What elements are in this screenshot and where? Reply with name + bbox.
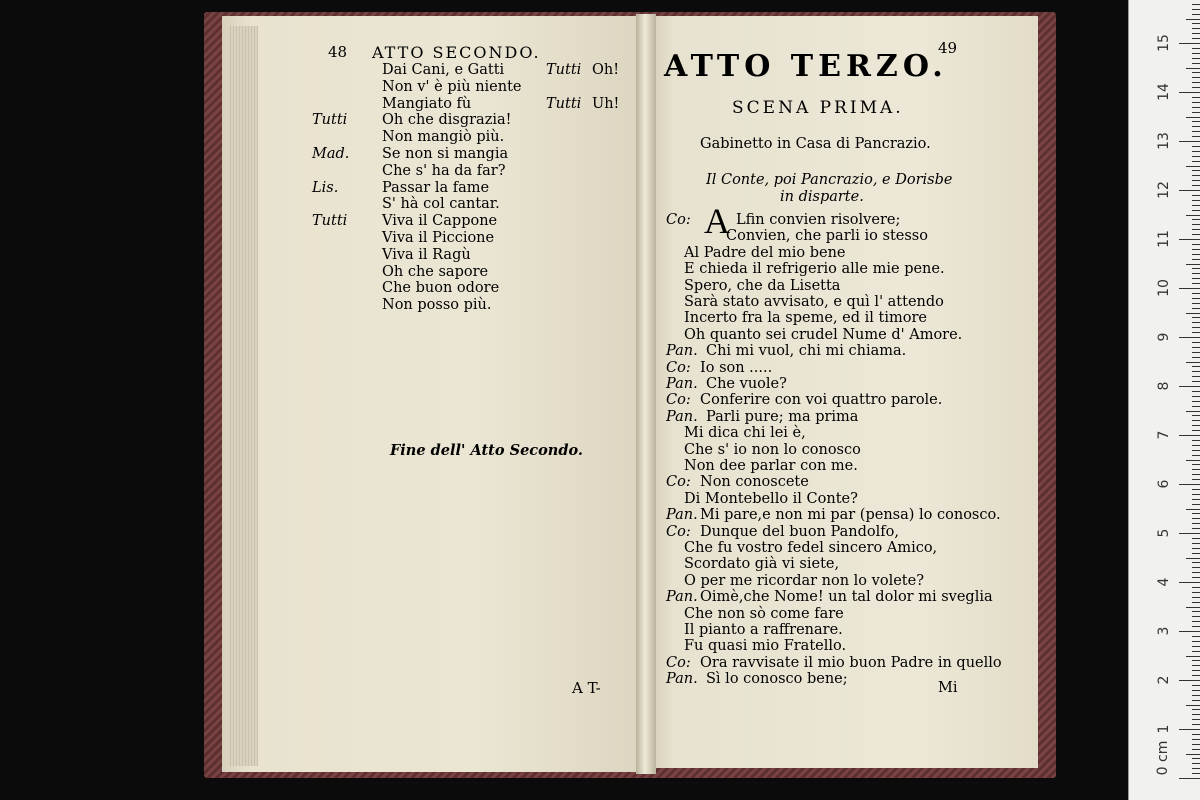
verse-line: Uh!	[592, 95, 620, 112]
book-gutter	[636, 14, 656, 774]
drop-cap-letter: A	[704, 201, 730, 241]
verse-line: Spero, che da Lisetta	[684, 277, 841, 294]
speaker-label: Co:	[666, 359, 691, 376]
ruler-tick	[1192, 469, 1200, 470]
ruler-label: 4	[1156, 577, 1172, 587]
speaker-label: Pan.	[666, 408, 698, 425]
right-page-number: 49	[938, 39, 958, 57]
ruler-tick	[1192, 317, 1200, 318]
speaker-label: Tutti	[546, 95, 582, 112]
verse-line: Oh!	[592, 62, 620, 78]
ruler-tick	[1192, 308, 1200, 309]
ruler-label: 1	[1156, 724, 1172, 734]
ruler-tick	[1192, 229, 1200, 230]
verse-line: Viva il Cappone	[382, 213, 498, 230]
ruler-tick	[1186, 19, 1200, 20]
ruler-tick	[1192, 298, 1200, 299]
ruler-tick	[1192, 592, 1200, 593]
ruler-tick	[1192, 48, 1200, 49]
ruler-tick	[1179, 729, 1200, 730]
verse-line: Scordato già vi siete,	[684, 556, 840, 573]
ruler-tick	[1192, 249, 1200, 250]
ruler-tick	[1192, 489, 1200, 490]
scene-title: SCENA PRIMA.	[732, 98, 904, 118]
ruler-tick	[1186, 460, 1200, 461]
speaker-label: Pan.	[666, 343, 698, 360]
verse-line: Che vuole?	[706, 376, 787, 392]
verse-line: Conferire con voi quattro parole.	[700, 392, 943, 409]
ruler-tick	[1192, 587, 1200, 588]
ruler-tick	[1192, 479, 1200, 480]
ruler-label: 5	[1156, 528, 1172, 538]
speaker-label: Mad.	[312, 146, 350, 162]
ruler-label: 3	[1156, 626, 1172, 636]
ruler-tick	[1192, 504, 1200, 505]
verse-line: Sì lo conosco bene;	[706, 671, 848, 688]
verse-line: Mi pare,e non mi par (pensa) lo conosco.	[700, 507, 1001, 524]
ruler-tick	[1192, 455, 1200, 456]
ruler-label: 10	[1156, 279, 1172, 297]
ruler-tick	[1179, 337, 1200, 338]
speaker-label: Co:	[666, 523, 691, 540]
verse-line: S' hà col cantar.	[382, 196, 500, 213]
ruler-tick	[1186, 362, 1200, 363]
ruler-tick	[1192, 121, 1200, 122]
verse-line: Oh che sapore	[382, 263, 489, 280]
left-running-header: ATTO SECONDO.	[372, 43, 541, 62]
speaker-label: Co:	[666, 392, 691, 409]
verse-line: Io son .....	[700, 359, 773, 376]
speaker-label: Tutti	[312, 112, 348, 129]
ruler-tick	[1192, 396, 1200, 397]
verse-line: Che non sò come fare	[684, 605, 844, 622]
ruler-tick	[1192, 357, 1200, 358]
ruler-tick	[1192, 102, 1200, 103]
ruler-tick	[1179, 239, 1200, 240]
ruler-tick	[1192, 700, 1200, 701]
ruler-tick	[1192, 342, 1200, 343]
ruler-tick	[1192, 170, 1200, 171]
ruler-tick	[1192, 244, 1200, 245]
ruler-tick	[1192, 440, 1200, 441]
speaker-label: Lis.	[312, 179, 339, 196]
ruler-label: 2	[1156, 675, 1172, 685]
ruler-tick	[1186, 411, 1200, 412]
verse-line: Se non si mangia	[382, 146, 509, 162]
ruler-tick	[1192, 371, 1200, 372]
ruler-tick	[1192, 205, 1200, 206]
verse-line: Che fu vostro fedel sincero Amico,	[684, 540, 938, 556]
ruler-tick	[1192, 33, 1200, 34]
verse-line: Oh che disgrazia!	[382, 112, 512, 129]
ruler-label: 15	[1156, 34, 1172, 52]
ruler-tick	[1192, 415, 1200, 416]
ruler-tick	[1192, 611, 1200, 612]
ruler-tick	[1179, 141, 1200, 142]
ruler-tick	[1192, 494, 1200, 495]
ruler-tick	[1192, 616, 1200, 617]
ruler-tick	[1192, 562, 1200, 563]
ruler-tick	[1192, 567, 1200, 568]
ruler-tick	[1192, 87, 1200, 88]
ruler-tick	[1179, 582, 1200, 583]
speaker-label: Co:	[666, 474, 691, 491]
ruler-tick	[1179, 43, 1200, 44]
ruler-tick	[1192, 690, 1200, 691]
ruler-tick	[1192, 293, 1200, 294]
ruler-tick	[1179, 680, 1200, 681]
ruler-tick	[1192, 146, 1200, 147]
ruler-tick	[1186, 705, 1200, 706]
ruler-tick	[1192, 322, 1200, 323]
verse-line: Non conoscete	[700, 474, 809, 491]
ruler-tick	[1192, 58, 1200, 59]
ruler-tick	[1192, 714, 1200, 715]
left-page-number: 48	[328, 43, 348, 61]
verse-line: Chi mi vuol, chi mi chiama.	[706, 343, 907, 360]
verse-line: E chieda il refrigerio alle mie pene.	[684, 261, 945, 278]
ruler-tick	[1192, 381, 1200, 382]
ruler-tick	[1192, 621, 1200, 622]
ruler-tick	[1192, 773, 1200, 774]
verse-line: Al Padre del mio bene	[684, 244, 846, 261]
ruler-tick	[1192, 151, 1200, 152]
ruler-tick	[1192, 553, 1200, 554]
verse-line: Dai Cani, e Gatti	[382, 62, 505, 78]
ruler-tick	[1192, 352, 1200, 353]
ruler-tick	[1192, 283, 1200, 284]
ruler-tick	[1192, 131, 1200, 132]
ruler-tick	[1192, 734, 1200, 735]
ruler-tick	[1192, 719, 1200, 720]
verse-line: Che s' io non lo conosco	[684, 441, 861, 458]
ruler-tick	[1192, 543, 1200, 544]
ruler-tick	[1186, 509, 1200, 510]
ruler-tick	[1179, 288, 1200, 289]
verse-line: Lfin convien risolvere;	[736, 212, 901, 228]
ruler-tick	[1192, 665, 1200, 666]
measurement-ruler	[1128, 0, 1200, 800]
ruler-label: 11	[1156, 230, 1172, 248]
ruler-tick	[1192, 366, 1200, 367]
ruler-tick	[1192, 695, 1200, 696]
ruler-tick	[1186, 166, 1200, 167]
ruler-tick	[1179, 533, 1200, 534]
ruler-tick	[1192, 180, 1200, 181]
ruler-tick	[1192, 376, 1200, 377]
verse-line: Non posso più.	[382, 297, 492, 314]
page-edges	[228, 26, 258, 766]
ruler-tick	[1192, 224, 1200, 225]
ruler-tick	[1192, 273, 1200, 274]
ruler-tick	[1192, 763, 1200, 764]
right-catchword: Mi	[938, 680, 958, 696]
ruler-tick	[1179, 778, 1200, 779]
ruler-tick	[1192, 347, 1200, 348]
ruler-tick	[1186, 558, 1200, 559]
ruler-tick	[1192, 259, 1200, 260]
ruler-tick	[1192, 749, 1200, 750]
ruler-tick	[1192, 53, 1200, 54]
ruler-tick	[1192, 303, 1200, 304]
ruler-tick	[1192, 425, 1200, 426]
ruler-label: 14	[1156, 83, 1172, 101]
ruler-tick	[1192, 254, 1200, 255]
ruler-tick	[1192, 641, 1200, 642]
ruler-tick	[1192, 636, 1200, 637]
ruler-tick	[1192, 499, 1200, 500]
ruler-tick	[1192, 513, 1200, 514]
ruler-tick	[1192, 401, 1200, 402]
ruler-tick	[1186, 215, 1200, 216]
ruler-tick	[1192, 675, 1200, 676]
ruler-tick	[1192, 9, 1200, 10]
verse-line: Oimè,che Nome! un tal dolor mi sveglia	[700, 589, 993, 606]
ruler-tick	[1192, 391, 1200, 392]
ruler-tick	[1192, 278, 1200, 279]
speaker-label: Tutti	[546, 62, 582, 78]
verse-line: Fu quasi mio Fratello.	[684, 638, 847, 655]
ruler-tick	[1192, 597, 1200, 598]
ruler-tick	[1179, 92, 1200, 93]
speaker-label: Pan.	[666, 507, 698, 524]
ruler-tick	[1192, 724, 1200, 725]
ruler-tick	[1192, 420, 1200, 421]
ruler-tick	[1192, 14, 1200, 15]
ruler-tick	[1186, 607, 1200, 608]
ruler-tick	[1192, 219, 1200, 220]
ruler-tick	[1192, 327, 1200, 328]
ruler-tick	[1186, 68, 1200, 69]
ruler-tick	[1179, 484, 1200, 485]
speaker-label: Co:	[666, 212, 691, 228]
ruler-tick	[1192, 82, 1200, 83]
ruler-tick	[1192, 72, 1200, 73]
act-end-note: Fine dell' Atto Secondo.	[390, 442, 583, 459]
verse-line: Che buon odore	[382, 280, 500, 297]
verse-line: Dunque del buon Pandolfo,	[700, 523, 899, 540]
ruler-tick	[1192, 156, 1200, 157]
verse-line: Ora ravvisate il mio buon Padre in quello	[700, 654, 1002, 671]
ruler-tick	[1192, 234, 1200, 235]
verse-line: Oh quanto sei crudel Nume d' Amore.	[684, 326, 963, 343]
ruler-label: 9	[1156, 332, 1172, 342]
left-catchword: A T-	[572, 679, 601, 697]
ruler-tick	[1179, 435, 1200, 436]
ruler-tick	[1192, 660, 1200, 661]
ruler-tick	[1192, 646, 1200, 647]
verse-line: Il pianto a raffrenare.	[684, 622, 843, 638]
verse-line: Mi dica chi lei è,	[684, 425, 806, 442]
verse-line: Passar la fame	[382, 179, 490, 196]
ruler-tick	[1192, 4, 1200, 5]
ruler-tick	[1192, 768, 1200, 769]
ruler-tick	[1192, 758, 1200, 759]
ruler-tick	[1186, 656, 1200, 657]
verse-line: Parli pure; ma prima	[706, 408, 859, 425]
ruler-label: 8	[1156, 381, 1172, 391]
speaker-label: Pan.	[666, 671, 698, 688]
ruler-label: 7	[1156, 430, 1172, 440]
ruler-tick	[1192, 161, 1200, 162]
ruler-label: 0 cm	[1155, 740, 1171, 776]
ruler-label: 6	[1156, 479, 1172, 489]
ruler-tick	[1186, 264, 1200, 265]
speaker-label: Pan.	[666, 376, 698, 392]
ruler-tick	[1192, 23, 1200, 24]
speaker-label: Co:	[666, 654, 691, 671]
ruler-tick	[1186, 313, 1200, 314]
ruler-tick	[1192, 528, 1200, 529]
verse-line: Viva il Piccione	[382, 230, 495, 246]
act-title: ATTO TERZO.	[664, 49, 948, 84]
ruler-tick	[1192, 107, 1200, 108]
ruler-tick	[1192, 332, 1200, 333]
verse-line: Sarà stato avvisato, e quì l' attendo	[684, 294, 944, 310]
ruler-tick	[1192, 210, 1200, 211]
verse-line: O per me ricordar non lo volete?	[684, 572, 924, 589]
ruler-tick	[1192, 626, 1200, 627]
ruler-tick	[1186, 117, 1200, 118]
ruler-tick	[1192, 538, 1200, 539]
ruler-label: 13	[1156, 132, 1172, 150]
ruler-tick	[1192, 185, 1200, 186]
ruler-tick	[1192, 63, 1200, 64]
ruler-tick	[1192, 518, 1200, 519]
ruler-tick	[1192, 572, 1200, 573]
ruler-tick	[1192, 651, 1200, 652]
verse-line: Che s' ha da far?	[382, 162, 506, 179]
ruler-tick	[1192, 739, 1200, 740]
ruler-tick	[1192, 200, 1200, 201]
ruler-tick	[1192, 685, 1200, 686]
ruler-tick	[1179, 190, 1200, 191]
verse-line: Viva il Ragù	[382, 246, 471, 263]
ruler-tick	[1192, 709, 1200, 710]
ruler-tick	[1192, 97, 1200, 98]
ruler-tick	[1192, 464, 1200, 465]
verse-line: Incerto fra la speme, ed il timore	[684, 310, 927, 327]
stage-direction-line2: in disparte.	[780, 189, 864, 205]
ruler-tick	[1192, 450, 1200, 451]
ruler-tick	[1192, 28, 1200, 29]
ruler-tick	[1192, 523, 1200, 524]
scene-setting: Gabinetto in Casa di Pancrazio.	[700, 136, 931, 152]
ruler-tick	[1179, 631, 1200, 632]
speaker-label: Tutti	[312, 213, 348, 230]
verse-line: Mangiato fù	[382, 95, 472, 112]
ruler-tick	[1192, 744, 1200, 745]
stage-direction-line1: Il Conte, poi Pancrazio, e Dorisbe	[706, 172, 953, 188]
ruler-tick	[1192, 577, 1200, 578]
verse-line: Di Montebello il Conte?	[684, 490, 858, 507]
verse-line: Non mangiò più.	[382, 129, 505, 146]
ruler-tick	[1192, 195, 1200, 196]
ruler-tick	[1192, 112, 1200, 113]
ruler-tick	[1186, 754, 1200, 755]
speaker-label: Pan.	[666, 589, 698, 606]
ruler-tick	[1192, 430, 1200, 431]
ruler-tick	[1179, 386, 1200, 387]
ruler-tick	[1192, 77, 1200, 78]
ruler-label: 12	[1156, 181, 1172, 199]
ruler-tick	[1192, 175, 1200, 176]
verse-line: Non dee parlar con me.	[684, 458, 858, 474]
ruler-tick	[1192, 474, 1200, 475]
ruler-tick	[1192, 445, 1200, 446]
ruler-tick	[1192, 268, 1200, 269]
ruler-tick	[1192, 670, 1200, 671]
ruler-tick	[1192, 602, 1200, 603]
ruler-tick	[1192, 136, 1200, 137]
ruler-tick	[1192, 126, 1200, 127]
ruler-tick	[1192, 548, 1200, 549]
ruler-tick	[1192, 38, 1200, 39]
verse-line: Convien, che parli io stesso	[726, 228, 928, 245]
verse-line: Non v' è più niente	[382, 78, 522, 95]
ruler-tick	[1192, 406, 1200, 407]
